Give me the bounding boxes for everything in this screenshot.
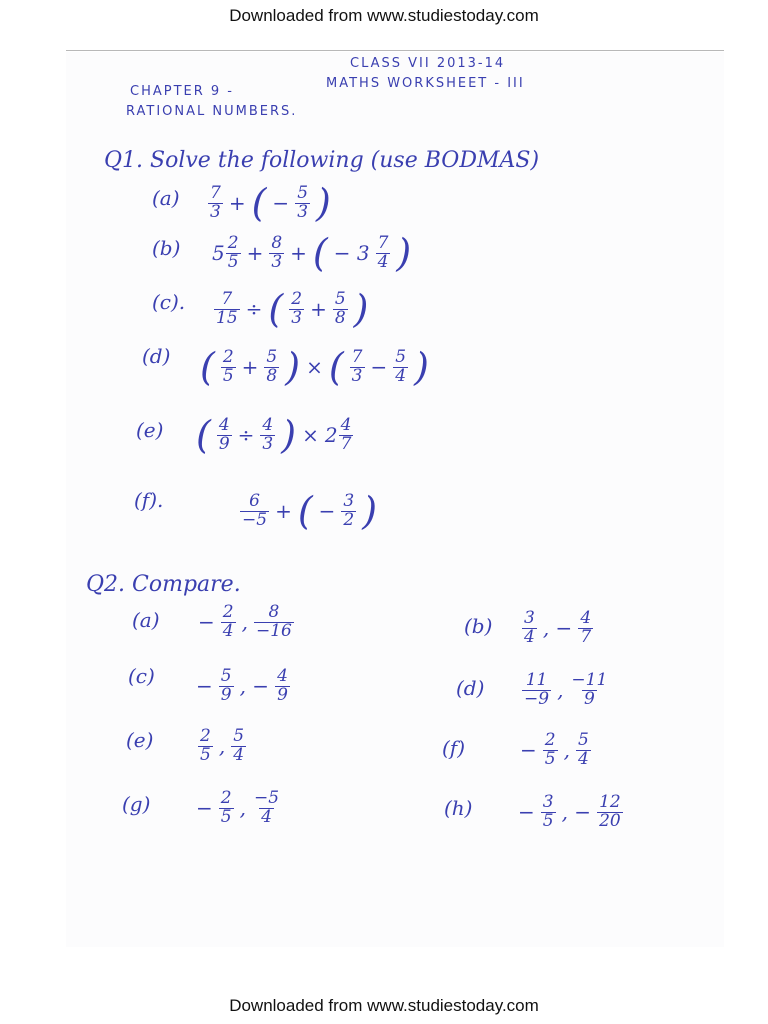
denominator: 2 [343, 509, 355, 530]
operator: − [198, 610, 215, 635]
q1-label-d: (d) [142, 344, 171, 368]
denominator: 9 [220, 684, 232, 705]
operator: + [290, 241, 307, 265]
numerator: 3 [343, 490, 355, 511]
close-paren: ) [396, 231, 412, 275]
numerator: 8 [268, 602, 280, 622]
q2-expr-h [518, 794, 623, 831]
class-line: CLASS VII 2013-14 [350, 56, 506, 71]
fraction [295, 182, 310, 222]
operator: + [310, 297, 327, 321]
fraction-body [231, 728, 246, 765]
numerator: 4 [277, 666, 288, 686]
denominator: 4 [222, 620, 234, 641]
numerator: 7 [221, 288, 233, 309]
operator: + [241, 355, 259, 379]
fraction [198, 728, 213, 765]
fraction [333, 288, 348, 328]
fraction [578, 610, 593, 647]
q2-label-c: (c) [128, 664, 155, 688]
fraction-body [376, 232, 391, 272]
fraction-body [252, 790, 281, 827]
fraction [289, 288, 304, 328]
q2-label-d: (d) [456, 676, 485, 700]
open-paren: ( [251, 181, 267, 225]
q2-expr-e [198, 728, 246, 765]
close-paren: ) [353, 287, 369, 331]
fraction-body [275, 668, 290, 705]
operator: − [370, 355, 388, 379]
denominator: 9 [583, 688, 595, 709]
whole-part: 5 [212, 241, 225, 265]
numerator: 5 [233, 726, 245, 746]
q2-expr-g [196, 790, 281, 827]
question-2-title: Q2. Compare. [86, 572, 241, 597]
numerator: 3 [542, 792, 554, 812]
worksheet-title: MATHS WORKSHEET - III [326, 76, 525, 91]
operator: + [228, 191, 246, 215]
numerator: 4 [580, 608, 592, 628]
denominator: 4 [377, 251, 389, 272]
numerator: 5 [220, 666, 232, 686]
fraction [231, 728, 246, 765]
mixed-number [324, 414, 354, 454]
numerator: 7 [210, 182, 221, 203]
close-paren: ) [414, 345, 429, 389]
denominator: 5 [220, 806, 232, 827]
numerator: 2 [200, 726, 211, 746]
numerator: 7 [351, 346, 363, 367]
numerator: 12 [599, 792, 621, 812]
fraction-body [289, 288, 304, 328]
denominator: 3 [262, 433, 274, 454]
numerator: 5 [334, 288, 346, 309]
fraction-body [221, 604, 236, 641]
fraction-body [264, 346, 279, 386]
chapter-line: CHAPTER 9 - [130, 84, 234, 99]
q2-label-h: (h) [444, 796, 473, 820]
operator: − [318, 499, 336, 523]
numerator: −11 [571, 670, 608, 690]
fraction [219, 668, 234, 705]
fraction [217, 414, 232, 454]
denominator: −9 [524, 688, 550, 709]
fraction-body [350, 346, 365, 386]
q1-expr-a [208, 181, 331, 225]
q1-label-c: (c). [152, 290, 186, 314]
q1-label-b: (b) [152, 236, 181, 260]
fraction [264, 346, 279, 386]
fraction-body [333, 288, 348, 328]
fraction-body [341, 490, 356, 530]
numerator: 4 [262, 414, 274, 435]
q2-expr-f [520, 732, 591, 769]
fraction [522, 672, 551, 709]
operator: , [241, 610, 248, 635]
q1-label-f: (f). [134, 488, 164, 512]
q2-label-a: (a) [132, 608, 160, 632]
fraction [221, 604, 236, 641]
open-paren: ( [328, 345, 344, 389]
fraction-body [221, 346, 236, 386]
numerator: 2 [291, 288, 303, 309]
fraction [393, 346, 408, 386]
numerator: 2 [227, 232, 239, 253]
fraction-body [522, 610, 537, 647]
denominator: 4 [524, 626, 535, 647]
operator: − [196, 796, 213, 821]
open-paren: ( [268, 287, 284, 331]
fraction-body [543, 732, 558, 769]
denominator: 5 [544, 748, 556, 769]
operator: + [246, 241, 264, 265]
numerator: 4 [218, 414, 230, 435]
mixed-number [212, 232, 241, 272]
fraction-body [597, 794, 623, 831]
close-paren: ) [316, 181, 331, 225]
denominator: −16 [255, 620, 292, 641]
fraction [260, 414, 275, 454]
denominator: 3 [297, 201, 309, 222]
denominator: 3 [351, 365, 363, 386]
fraction-body [569, 672, 609, 709]
numerator: 3 [524, 608, 535, 628]
fraction-body [295, 182, 310, 222]
q2-expr-c [196, 668, 290, 705]
denominator: −5 [242, 509, 268, 530]
operator: , − [561, 800, 592, 825]
whole-part: 2 [324, 423, 338, 447]
operator: , [239, 796, 246, 821]
numerator: 2 [222, 602, 234, 622]
numerator: 8 [271, 232, 283, 253]
open-paren: ( [312, 231, 328, 275]
numerator: −5 [253, 788, 280, 808]
fraction-body [393, 346, 408, 386]
numerator: 2 [220, 788, 232, 808]
denominator: 15 [216, 307, 238, 328]
q1-expr-f [240, 489, 378, 533]
divider-line [66, 50, 724, 51]
fraction [543, 732, 558, 769]
fraction-body [219, 790, 234, 827]
fraction-body [576, 732, 591, 769]
denominator: 9 [277, 684, 288, 705]
open-paren: ( [196, 413, 211, 457]
q1-expr-b [212, 231, 412, 275]
fraction-body [541, 794, 556, 831]
numerator: 5 [297, 182, 309, 203]
numerator: 11 [525, 670, 548, 690]
operator: , − [239, 674, 270, 699]
operator: , [557, 678, 564, 703]
denominator: 8 [334, 307, 346, 328]
numerator: 7 [377, 232, 389, 253]
fraction [252, 790, 281, 827]
numerator: 2 [222, 346, 234, 367]
fraction [376, 232, 391, 272]
operator: − 3 [333, 241, 370, 265]
fraction [576, 732, 591, 769]
operator: − [272, 191, 290, 215]
q2-label-g: (g) [122, 792, 151, 816]
q1-expr-e [196, 413, 353, 457]
download-banner-bottom: Downloaded from www.studiestoday.com [229, 996, 539, 1015]
fraction-body [339, 414, 354, 454]
fraction [240, 490, 269, 530]
fraction-body [254, 604, 294, 641]
denominator: 5 [227, 251, 239, 272]
fraction [350, 346, 365, 386]
operator: − [196, 674, 213, 699]
operator: − [518, 800, 535, 825]
fraction-body [240, 490, 269, 530]
q2-label-f: (f) [442, 736, 466, 760]
denominator: 3 [291, 307, 303, 328]
q1-expr-c [214, 287, 369, 331]
fraction [214, 288, 240, 328]
operator: , − [542, 616, 573, 641]
fraction [569, 672, 609, 709]
denominator: 3 [271, 251, 283, 272]
fraction-body [578, 610, 593, 647]
question-1-title: Q1. Solve the following (use BODMAS) [104, 148, 540, 173]
fraction [341, 490, 356, 530]
operator: , [218, 734, 226, 759]
fraction-body [226, 232, 241, 272]
fraction-body [219, 668, 234, 705]
denominator: 4 [395, 365, 407, 386]
operator: − [520, 738, 537, 763]
fraction [597, 794, 623, 831]
fraction-body [208, 182, 223, 222]
fraction [254, 604, 294, 641]
numerator: 4 [340, 414, 352, 435]
numerator: 2 [544, 730, 556, 750]
fraction [219, 790, 234, 827]
numerator: 5 [266, 346, 278, 367]
q1-label-a: (a) [152, 186, 180, 210]
q2-label-e: (e) [126, 728, 154, 752]
fraction [221, 346, 236, 386]
chapter-topic: RATIONAL NUMBERS. [126, 104, 298, 119]
close-paren: ) [281, 413, 297, 457]
operator: × [302, 423, 319, 447]
open-paren: ( [297, 489, 313, 533]
fraction [522, 610, 537, 647]
operator: , [563, 738, 570, 763]
q1-label-e: (e) [136, 418, 164, 442]
fraction-body [522, 672, 551, 709]
denominator: 9 [218, 433, 230, 454]
denominator: 4 [261, 806, 272, 827]
fraction-body [269, 232, 284, 272]
denominator: 4 [233, 744, 245, 765]
numerator: 5 [577, 730, 589, 750]
denominator: 5 [542, 810, 554, 831]
denominator: 4 [577, 748, 589, 769]
fraction-body [217, 414, 232, 454]
fraction [269, 232, 284, 272]
fraction-body [214, 288, 240, 328]
fraction [275, 668, 290, 705]
q2-expr-d [522, 672, 609, 709]
fraction [208, 182, 223, 222]
fraction-body [260, 414, 275, 454]
denominator: 7 [580, 626, 592, 647]
denominator: 3 [210, 201, 221, 222]
denominator: 5 [222, 365, 234, 386]
open-paren: ( [200, 345, 215, 389]
fraction-body [198, 728, 213, 765]
denominator: 5 [200, 744, 211, 765]
operator: × [306, 355, 323, 379]
operator: + [275, 499, 292, 523]
denominator: 8 [266, 365, 278, 386]
close-paren: ) [362, 489, 378, 533]
q2-label-b: (b) [464, 614, 493, 638]
denominator: 7 [340, 433, 352, 454]
q1-expr-d [200, 345, 429, 389]
fraction [541, 794, 556, 831]
denominator: 20 [599, 810, 621, 831]
q2-expr-b [522, 610, 593, 647]
numerator: 6 [249, 490, 260, 511]
q2-expr-a [198, 604, 294, 641]
operator: ÷ [245, 297, 263, 321]
operator: ÷ [237, 423, 255, 447]
download-banner-top: Downloaded from www.studiestoday.com [229, 6, 539, 25]
close-paren: ) [285, 345, 301, 389]
numerator: 5 [395, 346, 407, 367]
